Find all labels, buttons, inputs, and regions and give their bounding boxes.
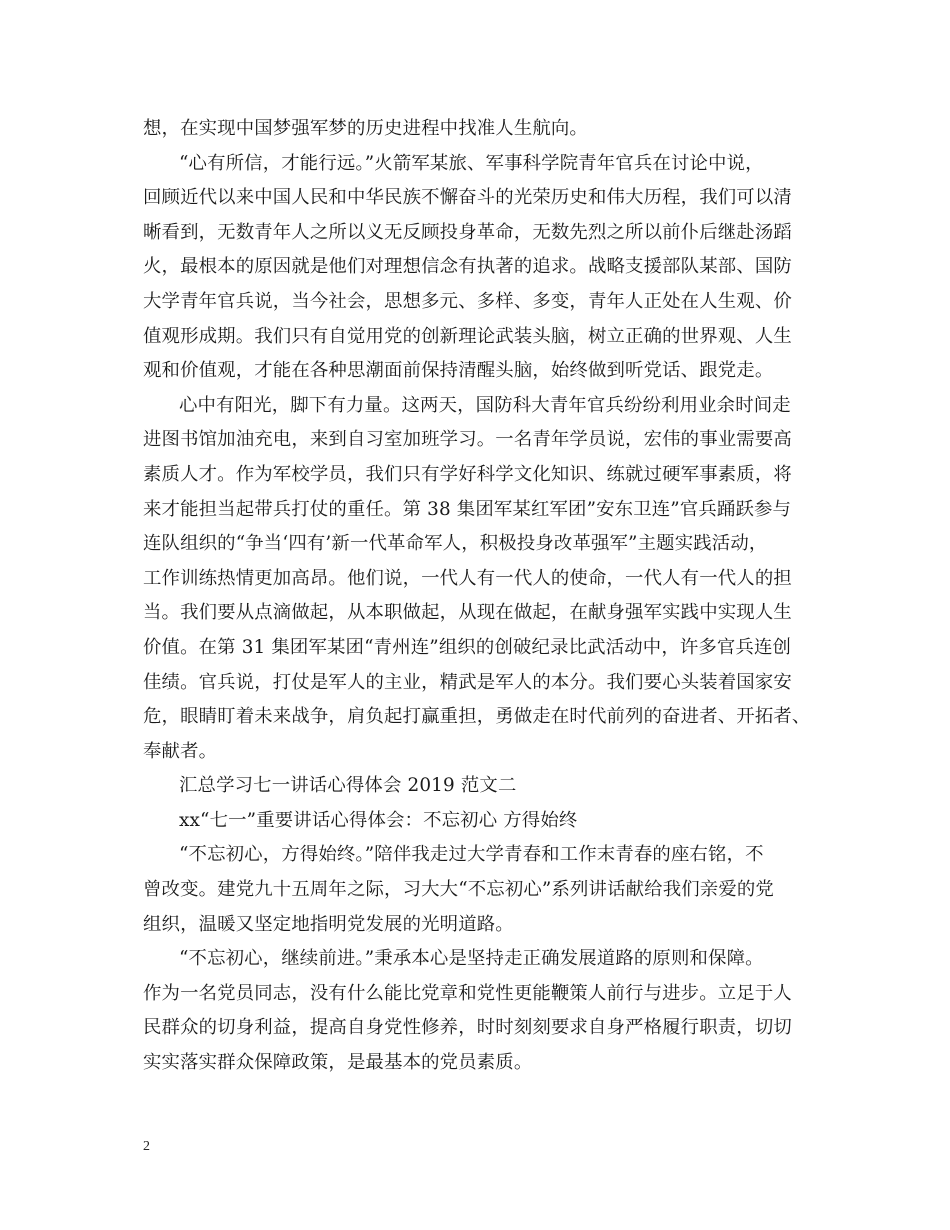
text-line: 曾改变。建党九十五周年之际，习大大“不忘初心”系列讲话献给我们亲爱的党 [143, 879, 774, 901]
text-line: 来才能担当起带兵打仗的重任。第 38 集团军某红军团”安东卫连”官兵踊跃参与 [143, 498, 792, 520]
page-number: 2 [143, 1139, 150, 1154]
text-line: 民群众的切身利益，提高自身党性修养，时时刻刻要求自身严格履行职责，切切 [143, 1017, 792, 1039]
text-line: “心有所信，才能行远。”火箭军某旅、军事科学院青年官兵在讨论中说， [179, 152, 764, 174]
text-line: 危，眼睛盯着未来战争，肩负起打赢重担，勇做走在时代前列的奋进者、开拓者、 [143, 706, 811, 728]
text-line: 回顾近代以来中国人民和中华民族不懈奋斗的光荣历史和伟大历程，我们可以清 [143, 187, 792, 209]
text-line: 当。我们要从点滴做起，从本职做起，从现在做起，在献身强军实践中实现人生 [143, 602, 792, 624]
text-line: “不忘初心，方得始终。”陪伴我走过大学青春和工作末青春的座右铭，不 [179, 844, 764, 866]
text-line: 价值。在第 31 集团军某团“青州连”组织的创破纪录比武活动中，许多官兵连创 [143, 636, 792, 658]
text-line: 作为一名党员同志，没有什么能比党章和党性更能鞭策人前行与进步。立足于人 [143, 982, 792, 1004]
text-line: 心中有阳光，脚下有力量。这两天，国防科大青年官兵纷纷利用业余时间走 [179, 394, 791, 416]
section-heading: 汇总学习七一讲话心得体会 2019 范文二 [179, 775, 517, 797]
text-line: 观和价值观，才能在各种思潮面前保持清醒头脑，始终做到听党话、跟党走。 [143, 360, 774, 382]
text-line: 进图书馆加油充电，来到自习室加班学习。一名青年学员说，宏伟的事业需要高 [143, 429, 792, 451]
text-line: 佳绩。官兵说，打仗是军人的主业，精武是军人的本分。我们要心头装着国家安 [143, 671, 792, 693]
text-line: 想，在实现中国梦强军梦的历史进程中找准人生航向。 [143, 118, 588, 139]
document-body [143, 112, 813, 1081]
text-line: 工作训练热情更加高昂。他们说，一代人有一代人的使命，一代人有一代人的担 [143, 567, 792, 589]
text-line: 组织，温暖又坚定地指明党发展的光明道路。 [143, 913, 514, 935]
text-line: 奉献者。 [143, 740, 218, 762]
text-line: 实实落实群众保障政策，是最基本的党员素质。 [143, 1052, 533, 1074]
text-line: 连队组织的“争当‘四有’新一代革命军人，积极投身改革强军”主题实践活动， [143, 533, 768, 555]
text-line: 素质人才。作为军校学员，我们只有学好科学文化知识、练就过硬军事素质，将 [143, 463, 792, 485]
text-line: “不忘初心，继续前进。”秉承本心是坚持走正确发展道路的原则和保障。 [179, 948, 764, 970]
text-line: 值观形成期。我们只有自觉用党的创新理论武装头脑，树立正确的世界观、人生 [143, 325, 792, 347]
article-title: xx“七一”重要讲话心得体会：不忘初心 方得始终 [179, 809, 578, 831]
text-line: 大学青年官兵说，当今社会，思想多元、多样、多变，青年人正处在人生观、价 [143, 290, 792, 312]
text-line: 晰看到，无数青年人之所以义无反顾投身革命，无数先烈之所以前仆后继赴汤蹈 [143, 221, 792, 243]
text-line: 火，最根本的原因就是他们对理想信念有执著的追求。战略支援部队某部、国防 [143, 256, 792, 278]
